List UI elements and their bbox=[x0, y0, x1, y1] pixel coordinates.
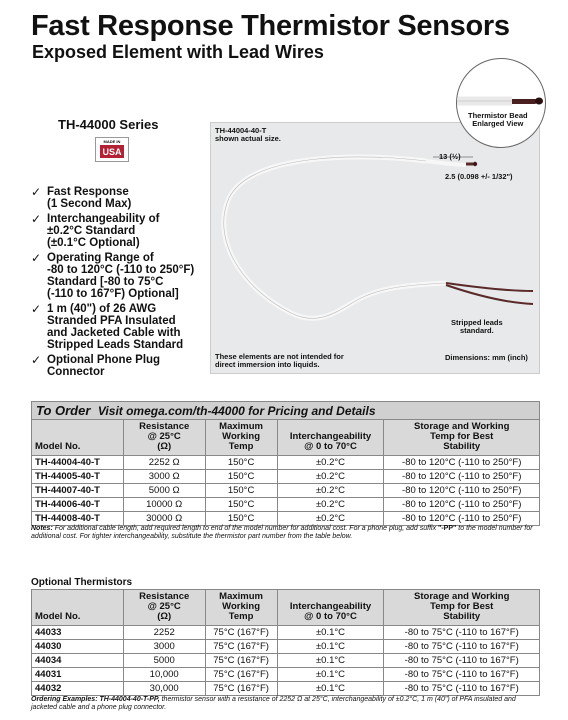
table-row bbox=[32, 682, 540, 696]
cell-resistance: 5000 bbox=[123, 654, 205, 668]
cell-interchangeability: ±0.2°C bbox=[277, 456, 384, 470]
feature-item: ✓ Operating Range of -80 to 120°C (-110 to 250°F) Standard [-80 to 75°C (-110 to 167°F) Optional] bbox=[31, 251, 195, 300]
col-storage-temp: Storage and Working Temp for Best Stability bbox=[384, 420, 540, 456]
check-icon: ✓ bbox=[31, 212, 42, 226]
check-icon: ✓ bbox=[31, 251, 42, 265]
cell-model: TH-44007-40-T bbox=[32, 484, 124, 498]
cell-interchangeability: ±0.2°C bbox=[277, 512, 384, 526]
visit-link[interactable]: Visit omega.com/th-44000 for Pricing and Details bbox=[97, 404, 376, 418]
cell-max-temp: 150°C bbox=[205, 484, 277, 498]
table-row bbox=[32, 668, 540, 682]
dimension-large: 2.5 (0.098 +/- 1/32") bbox=[445, 172, 513, 181]
table-row bbox=[32, 456, 540, 470]
optional-table-header bbox=[32, 590, 540, 626]
ordering-label: Ordering Examples: TH-44004-40-T-PP, bbox=[31, 696, 160, 703]
notes-label: Notes: bbox=[31, 525, 53, 532]
table-row bbox=[32, 470, 540, 484]
col-resistance: Resistance @ 25°C (Ω) bbox=[123, 590, 205, 626]
badge-made-in: MADE IN bbox=[103, 139, 121, 144]
cell-model: TH-44004-40-T bbox=[32, 456, 124, 470]
cell-model: 44030 bbox=[32, 640, 124, 654]
check-icon: ✓ bbox=[31, 302, 42, 316]
cell-max-temp: 75°C (167°F) bbox=[205, 668, 277, 682]
cell-storage-temp: -80 to 120°C (-110 to 250°F) bbox=[384, 470, 540, 484]
bead-illustration bbox=[457, 59, 546, 148]
cell-storage-temp: -80 to 75°C (-110 to 167°F) bbox=[384, 640, 540, 654]
cell-model: 44033 bbox=[32, 626, 124, 640]
cell-storage-temp: -80 to 75°C (-110 to 167°F) bbox=[384, 668, 540, 682]
feature-item: ✓ Interchangeability of ±0.2°C Standard (±0.1°C Optional) bbox=[31, 212, 160, 249]
cell-max-temp: 75°C (167°F) bbox=[205, 682, 277, 696]
cell-max-temp: 150°C bbox=[205, 470, 277, 484]
col-resistance: Resistance @ 25°C (Ω) bbox=[123, 420, 205, 456]
cell-max-temp: 75°C (167°F) bbox=[205, 626, 277, 640]
table-row bbox=[32, 512, 540, 526]
cell-max-temp: 150°C bbox=[205, 456, 277, 470]
cell-interchangeability: ±0.1°C bbox=[277, 626, 384, 640]
cell-resistance: 3000 bbox=[123, 640, 205, 654]
feature-item: ✓ 1 m (40") of 26 AWG Stranded PFA Insulated and Jacketed Cable with Stripped Leads Standard bbox=[31, 302, 184, 351]
cell-resistance: 5000 Ω bbox=[123, 484, 205, 498]
feature-item: ✓ Optional Phone Plug Connector bbox=[31, 353, 161, 378]
cell-interchangeability: ±0.1°C bbox=[277, 682, 384, 696]
check-icon: ✓ bbox=[31, 185, 42, 199]
notes-text-2: to the model number for additional cost. For tighter interchangeability, substitute the thermistor part number from the table below. bbox=[31, 525, 533, 540]
made-in-usa-badge bbox=[95, 137, 129, 162]
cell-interchangeability: ±0.1°C bbox=[277, 640, 384, 654]
optional-thermistors-heading: Optional Thermistors bbox=[31, 577, 133, 588]
cell-storage-temp: -80 to 75°C (-110 to 167°F) bbox=[384, 626, 540, 640]
product-photo bbox=[210, 122, 540, 374]
cell-model: 44032 bbox=[32, 682, 124, 696]
cell-storage-temp: -80 to 75°C (-110 to 167°F) bbox=[384, 682, 540, 696]
cell-storage-temp: -80 to 120°C (-110 to 250°F) bbox=[384, 498, 540, 512]
optional-table bbox=[31, 589, 540, 696]
cell-storage-temp: -80 to 120°C (-110 to 250°F) bbox=[384, 456, 540, 470]
sensor-cable-illustration bbox=[211, 123, 541, 375]
feature-list bbox=[31, 186, 206, 381]
col-interchangeability: Interchangeability @ 0 to 70°C bbox=[277, 420, 384, 456]
cell-model: 44031 bbox=[32, 668, 124, 682]
col-interchangeability: Interchangeability @ 0 to 70°C bbox=[277, 590, 384, 626]
cell-interchangeability: ±0.2°C bbox=[277, 484, 384, 498]
to-order-bar bbox=[31, 401, 540, 419]
cell-interchangeability: ±0.1°C bbox=[277, 668, 384, 682]
table-row bbox=[32, 484, 540, 498]
cell-resistance: 30000 Ω bbox=[123, 512, 205, 526]
col-max-temp: Maximum Working Temp bbox=[205, 420, 277, 456]
table-row bbox=[32, 498, 540, 512]
ordering-examples bbox=[31, 696, 543, 712]
cell-model: TH-44008-40-T bbox=[32, 512, 124, 526]
table-row bbox=[32, 640, 540, 654]
cell-resistance: 2252 bbox=[123, 626, 205, 640]
dimensions-unit-note: Dimensions: mm (inch) bbox=[445, 353, 528, 362]
cell-max-temp: 75°C (167°F) bbox=[205, 640, 277, 654]
thermistor-bead-enlarged bbox=[456, 58, 546, 148]
bead-label: Thermistor Bead Enlarged View bbox=[468, 111, 528, 128]
col-storage-temp: Storage and Working Temp for Best Stability bbox=[384, 590, 540, 626]
order-notes bbox=[31, 525, 543, 541]
feature-item: ✓ Fast Response (1 Second Max) bbox=[31, 185, 132, 210]
cell-resistance: 30,000 bbox=[123, 682, 205, 696]
order-table-header bbox=[32, 420, 540, 456]
col-max-temp: Maximum Working Temp bbox=[205, 590, 277, 626]
notes-text: For additional cable length, add required length to end of the model number for additional cost. For a phone plug, add suffix bbox=[52, 525, 439, 532]
immersion-warning: These elements are not intended for direct immersion into liquids. bbox=[215, 352, 344, 369]
table-row bbox=[32, 626, 540, 640]
ordering-text: thermistor sensor with a resistance of 2252 Ω at 25°C, interchangeability of ±0.2°C, 1 m (40") of PFA insulated and jacketed cable and a phone plug connector. bbox=[31, 696, 516, 711]
cell-resistance: 3000 Ω bbox=[123, 470, 205, 484]
cell-model: TH-44005-40-T bbox=[32, 470, 124, 484]
cell-interchangeability: ±0.2°C bbox=[277, 498, 384, 512]
to-order-label: To Order bbox=[36, 403, 91, 418]
order-table bbox=[31, 419, 540, 526]
cell-resistance: 2252 Ω bbox=[123, 456, 205, 470]
badge-country: USA bbox=[100, 145, 124, 158]
cell-interchangeability: ±0.2°C bbox=[277, 470, 384, 484]
cell-storage-temp: -80 to 75°C (-110 to 167°F) bbox=[384, 654, 540, 668]
series-label: TH-44000 Series bbox=[58, 117, 159, 132]
photo-caption: TH-44004-40-T shown actual size. bbox=[215, 126, 281, 143]
notes-suffix: "-PP" bbox=[438, 525, 457, 532]
col-model: Model No. bbox=[32, 590, 124, 626]
cell-resistance: 10000 Ω bbox=[123, 498, 205, 512]
cell-storage-temp: -80 to 120°C (-110 to 250°F) bbox=[384, 484, 540, 498]
dimension-small: 13 (½) bbox=[439, 152, 461, 161]
cell-model: TH-44006-40-T bbox=[32, 498, 124, 512]
check-icon: ✓ bbox=[31, 353, 42, 367]
cell-interchangeability: ±0.1°C bbox=[277, 654, 384, 668]
cell-max-temp: 150°C bbox=[205, 498, 277, 512]
col-model: Model No. bbox=[32, 420, 124, 456]
table-row bbox=[32, 654, 540, 668]
page-subtitle: Exposed Element with Lead Wires bbox=[32, 42, 324, 62]
cell-max-temp: 75°C (167°F) bbox=[205, 654, 277, 668]
cell-resistance: 10,000 bbox=[123, 668, 205, 682]
cell-max-temp: 150°C bbox=[205, 512, 277, 526]
cell-storage-temp: -80 to 120°C (-110 to 250°F) bbox=[384, 512, 540, 526]
page-title: Fast Response Thermistor Sensors bbox=[31, 10, 510, 42]
cell-model: 44034 bbox=[32, 654, 124, 668]
stripped-leads-note: Stripped leads standard. bbox=[451, 318, 503, 335]
